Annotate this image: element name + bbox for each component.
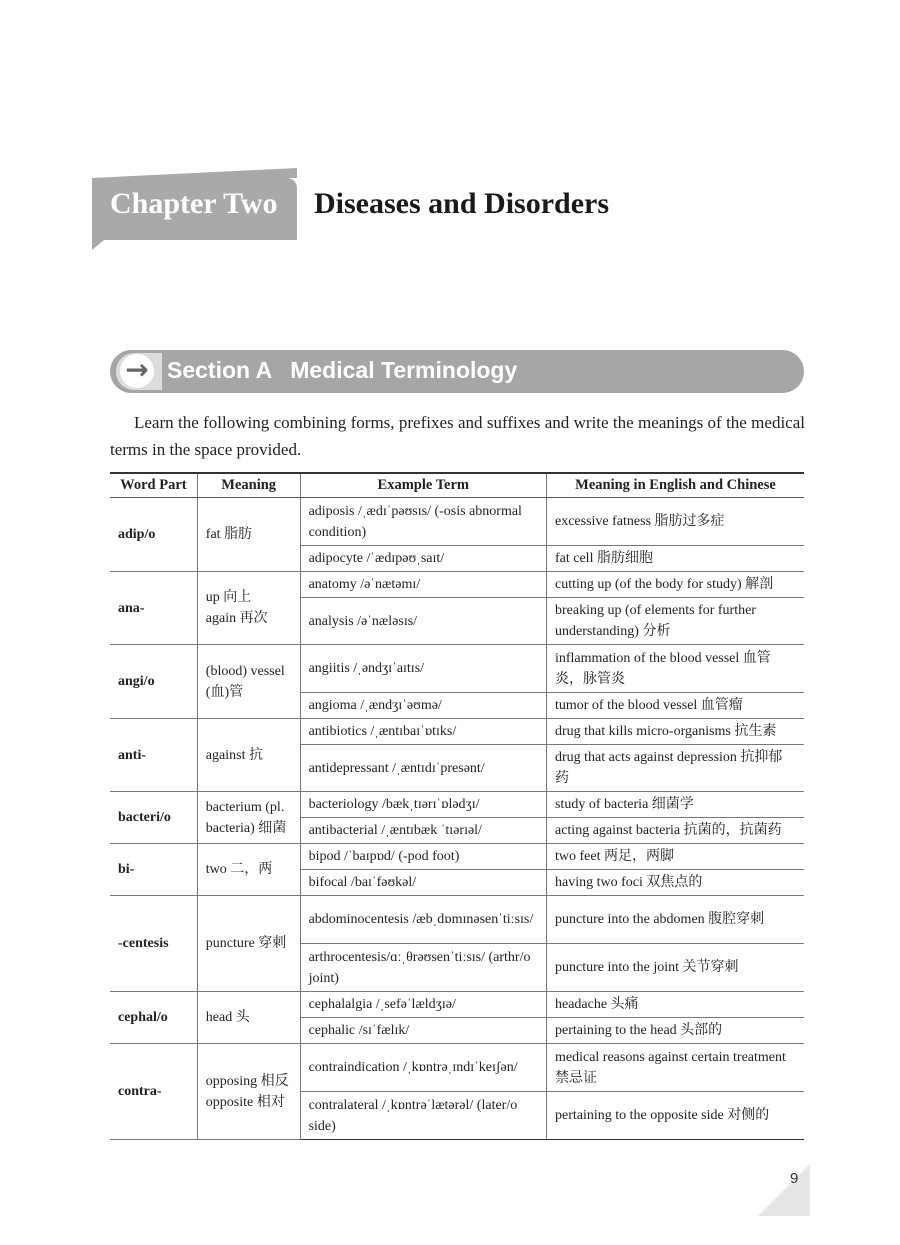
intro-paragraph: Learn the following combining forms, prefixes and suffixes and write the meanings of the medical terms in the space provided.	[110, 413, 805, 459]
table-row	[110, 572, 804, 598]
definition-cell: pertaining to the head 头部的	[546, 1018, 804, 1044]
definition-cell: drug that kills micro-organisms 抗生素	[546, 719, 804, 745]
definition-cell: excessive fatness 脂肪过多症	[546, 498, 804, 546]
section-title: Medical Terminology	[290, 357, 518, 383]
section-heading	[167, 357, 517, 384]
page-corner	[758, 1164, 810, 1216]
example-term-cell: bipod /ˈbaɪpɒd/ (-pod foot)	[300, 844, 546, 870]
definition-cell: two feet 两足，两脚	[546, 844, 804, 870]
table-row	[110, 844, 804, 870]
example-term-cell: bacteriology /bækˌtɪərɪˈɒlədʒɪ/	[300, 792, 546, 818]
example-term-cell: cephalic /sɪˈfælɪk/	[300, 1018, 546, 1044]
header-meaning: Meaning	[197, 473, 300, 498]
word-part-cell: adip/o	[110, 498, 197, 572]
arrow-right-icon: →	[120, 354, 154, 388]
example-term-cell: contralateral /ˌkɒntrəˈlætərəl/ (later/o side)	[300, 1092, 546, 1140]
example-term-cell: cephalalgia /ˌsefəˈlældʒɪə/	[300, 992, 546, 1018]
table-row	[110, 992, 804, 1018]
meaning-cell: opposing 相反 opposite 相对	[197, 1044, 300, 1140]
table-row	[110, 792, 804, 818]
table-row	[110, 896, 804, 944]
definition-cell: drug that acts against depression 抗抑郁药	[546, 745, 804, 792]
table-row	[110, 645, 804, 693]
definition-cell: breaking up (of elements for further understanding) 分析	[546, 598, 804, 645]
table-header-row	[110, 473, 804, 498]
example-term-cell: anatomy /əˈnætəmɪ/	[300, 572, 546, 598]
definition-cell: headache 头痛	[546, 992, 804, 1018]
example-term-cell: analysis /əˈnæləsɪs/	[300, 598, 546, 645]
meaning-cell: against 抗	[197, 719, 300, 792]
word-part-cell: ana-	[110, 572, 197, 645]
meaning-cell: bacterium (pl. bacteria) 细菌	[197, 792, 300, 844]
section-icon-wrap	[116, 353, 162, 390]
table-row	[110, 1044, 804, 1092]
page-number: 9	[790, 1170, 799, 1187]
example-term-cell: bifocal /baɪˈfəʊkəl/	[300, 870, 546, 896]
meaning-cell: head 头	[197, 992, 300, 1044]
meaning-cell: two 二，两	[197, 844, 300, 896]
example-term-cell: angiitis /ˌəndʒɪˈaɪtɪs/	[300, 645, 546, 693]
header-word-part: Word Part	[110, 473, 197, 498]
example-term-cell: antibiotics /ˌæntɪbaɪˈɒtɪks/	[300, 719, 546, 745]
table-row	[110, 719, 804, 745]
definition-cell: cutting up (of the body for study) 解剖	[546, 572, 804, 598]
table-row	[110, 498, 804, 546]
example-term-cell: angioma /ˌændʒɪˈəʊmə/	[300, 693, 546, 719]
section-label: Section A	[167, 357, 273, 383]
example-term-cell: abdominocentesis /æbˌdɒmɪnəsenˈtiːsɪs/	[300, 896, 546, 944]
section-header	[110, 350, 804, 393]
terminology-table	[110, 472, 804, 1140]
example-term-cell: antibacterial /ˌæntɪbæk ˈtɪərɪəl/	[300, 818, 546, 844]
word-part-cell: -centesis	[110, 896, 197, 992]
meaning-cell: up 向上 again 再次	[197, 572, 300, 645]
definition-cell: puncture into the abdomen 腹腔穿刺	[546, 896, 804, 944]
word-part-cell: anti-	[110, 719, 197, 792]
word-part-cell: bacteri/o	[110, 792, 197, 844]
definition-cell: inflammation of the blood vessel 血管炎，脉管炎	[546, 645, 804, 693]
example-term-cell: antidepressant /ˌæntɪdɪˈpresənt/	[300, 745, 546, 792]
header-meaning-en-zh: Meaning in English and Chinese	[546, 473, 804, 498]
example-term-cell: contraindication /ˌkɒntrəˌɪndɪˈkeɪʃən/	[300, 1044, 546, 1092]
definition-cell: study of bacteria 细菌学	[546, 792, 804, 818]
definition-cell: fat cell 脂肪细胞	[546, 546, 804, 572]
definition-cell: having two foci 双焦点的	[546, 870, 804, 896]
example-term-cell: adiposis /ˌædɪˈpəʊsɪs/ (-osis abnormal condition)	[300, 498, 546, 546]
header-example-term: Example Term	[300, 473, 546, 498]
example-term-cell: arthrocentesis/ɑːˌθrəʊsenˈtiːsɪs/ (arthr/o joint)	[300, 944, 546, 992]
definition-cell: puncture into the joint 关节穿刺	[546, 944, 804, 992]
meaning-cell: puncture 穿刺	[197, 896, 300, 992]
table-body	[110, 498, 804, 1140]
example-term-cell: adipocyte /ˈædɪpəʊˌsaɪt/	[300, 546, 546, 572]
definition-cell: pertaining to the opposite side 对侧的	[546, 1092, 804, 1140]
definition-cell: tumor of the blood vessel 血管瘤	[546, 693, 804, 719]
meaning-cell: fat 脂肪	[197, 498, 300, 572]
word-part-cell: cephal/o	[110, 992, 197, 1044]
definition-cell: acting against bacteria 抗菌的，抗菌药	[546, 818, 804, 844]
meaning-cell: (blood) vessel (血)管	[197, 645, 300, 719]
chapter-title: Diseases and Disorders	[314, 187, 610, 220]
word-part-cell: contra-	[110, 1044, 197, 1140]
word-part-cell: angi/o	[110, 645, 197, 719]
definition-cell: medical reasons against certain treatment 禁忌证	[546, 1044, 804, 1092]
chapter-label: Chapter Two	[110, 187, 278, 220]
word-part-cell: bi-	[110, 844, 197, 896]
